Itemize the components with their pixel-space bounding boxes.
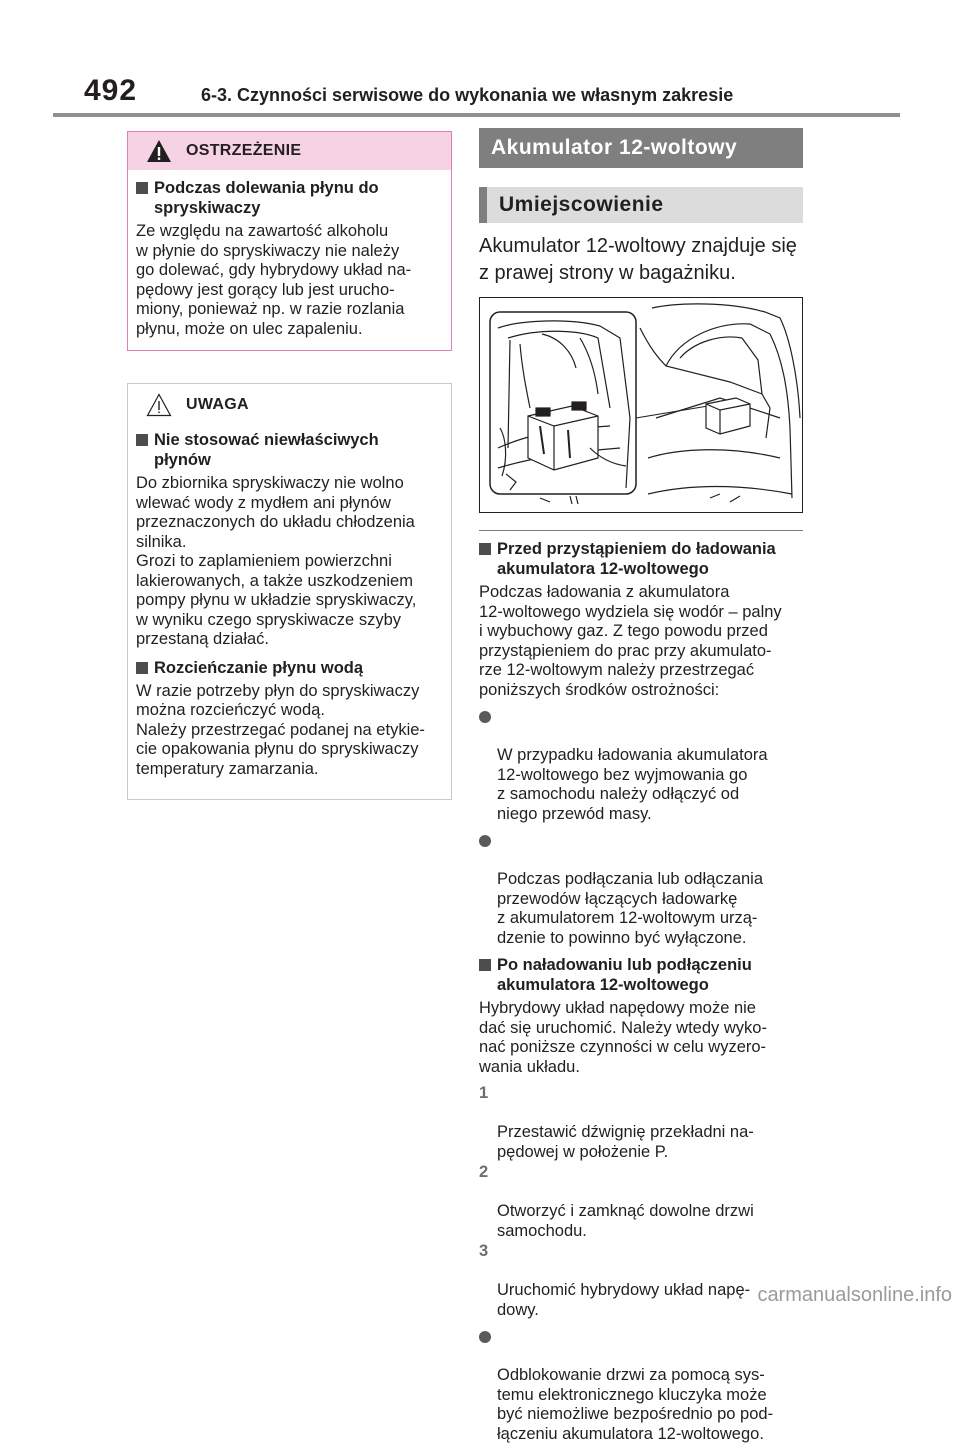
sub-heading: [479, 187, 803, 223]
circle-bullet-icon: [479, 835, 491, 847]
caution-box: [127, 383, 452, 800]
step-item: [479, 1163, 807, 1241]
caution-subhead-1-text: Nie stosować niewłaściwych płynów: [154, 431, 379, 469]
charging-subhead: [479, 539, 807, 579]
square-bullet-icon: [479, 959, 491, 971]
square-bullet-icon: [136, 662, 148, 674]
caution-text-1: Do zbiornika spryskiwaczy nie wolno wlewać wody z mydłem ani płynów przeznaczonych do układu chłodzenia silnika. Grozi to zaplamieniem powierzchni lakierowanych, a także uszkodzeniem pompy płynu w układzie spryskiwaczy, w wyniku czego spryskiwacze szyby przestaną działać.: [136, 474, 417, 648]
warning-label: OSTRZEŻENIE: [186, 142, 302, 159]
after-charging-text: Hybrydowy układ napędowy może nie dać się uruchomić. Należy wtedy wyko- nać poniższe czynności w celu wyzero- wania układu.: [479, 999, 767, 1076]
sub-heading-text: Umiejscowienie: [499, 193, 664, 216]
intro-text: Akumulator 12-woltowy znajduje się z prawej strony w bagażniku.: [479, 235, 797, 284]
warning-subhead: [136, 178, 444, 218]
section-divider: [479, 530, 803, 531]
after-charging-subhead: [479, 955, 807, 995]
circle-bullet-icon: [479, 711, 491, 723]
square-bullet-icon: [136, 182, 148, 194]
right-content: [479, 539, 807, 1451]
caution-triangle-icon: [146, 393, 172, 417]
caution-subhead-2: [136, 658, 444, 678]
battery-location-illustration: [479, 297, 803, 513]
bullet-text: W przypadku ładowania akumulatora 12-woltowego bez wyjmowania go z samochodu należy odłączyć od niego przewód masy.: [497, 746, 768, 823]
caution-subhead-2-text: Rozcieńczanie płynu wodą: [154, 658, 364, 677]
warning-box: [127, 131, 452, 351]
step-text: Przestawić dźwignię przekładni na- pędowej w położenie P.: [497, 1123, 754, 1161]
header-rule: [53, 113, 900, 117]
caution-text-2: W razie potrzeby płyn do spryskiwaczy można rozcieńczyć wodą. Należy przestrzegać podanej na etykie- cie opakowania płynu do spryskiwaczy temperatury zamarzania.: [136, 681, 425, 778]
step-text: Otworzyć i zamknąć dowolne drzwi samochodu.: [497, 1202, 754, 1240]
trunk-illustration: [480, 298, 802, 512]
main-heading: Akumulator 12-woltowy: [479, 128, 803, 168]
warning-subhead-text: Podczas dolewania płynu do spryskiwaczy: [154, 179, 379, 217]
charging-text: Podczas ładowania z akumulatora 12-woltowego wydziela się wodór – palny i wybuchowy gaz. Z tego powodu przed przystąpieniem do prac przy akumulato- rze 12-woltowym należy przestrzegać poniższych środków ostrożności:: [479, 583, 782, 699]
square-bullet-icon: [136, 434, 148, 446]
sub-heading-bar: [479, 187, 487, 223]
warning-text: Ze względu na zawartość alkoholu w płynie do spryskiwaczy nie należy go dolewać, gdy hybrydowy układ na- pędowy jest gorący lub jest urucho- miony, ponieważ np. w razie rozlania płynu, może on ulec zapaleniu.: [136, 222, 412, 338]
warning-header: [128, 132, 451, 170]
list-item: [479, 707, 807, 824]
watermark: carmanualsonline.info: [757, 1284, 952, 1306]
step-item: [479, 1242, 807, 1320]
bullet-text: Odblokowanie drzwi za pomocą sys- temu elektronicznego kluczyka może być niemożliwe bezpośrednio po pod- łączeniu akumulatora 12-woltowego.: [497, 1366, 774, 1443]
warning-triangle-icon: [146, 139, 172, 163]
caution-subhead-1: [136, 430, 444, 470]
circle-bullet-icon: [479, 1331, 491, 1343]
square-bullet-icon: [479, 543, 491, 555]
charging-subhead-text: Przed przystąpieniem do ładowania akumulatora 12-woltowego: [497, 540, 776, 578]
step-text: Uruchomić hybrydowy układ napę- dowy.: [497, 1281, 751, 1319]
step-number: 3: [479, 1242, 489, 1260]
list-item: [479, 831, 807, 948]
list-item: [479, 1327, 807, 1444]
step-item: [479, 1084, 807, 1162]
bullet-text: Podczas podłączania lub odłączania przewodów łączących ładowarkę z akumulatorem 12-woltowym urzą- dzenie to powinno być wyłączone.: [497, 870, 764, 947]
step-number: 2: [479, 1163, 489, 1181]
caution-label: UWAGA: [186, 396, 249, 413]
caution-header: [128, 384, 451, 426]
page-number: 492: [84, 74, 138, 107]
section-title: 6-3. Czynności serwisowe do wykonania we własnym zakresie: [201, 85, 734, 105]
step-number: 1: [479, 1084, 489, 1102]
after-charging-subhead-text: Po naładowaniu lub podłączeniu akumulatora 12-woltowego: [497, 956, 752, 994]
